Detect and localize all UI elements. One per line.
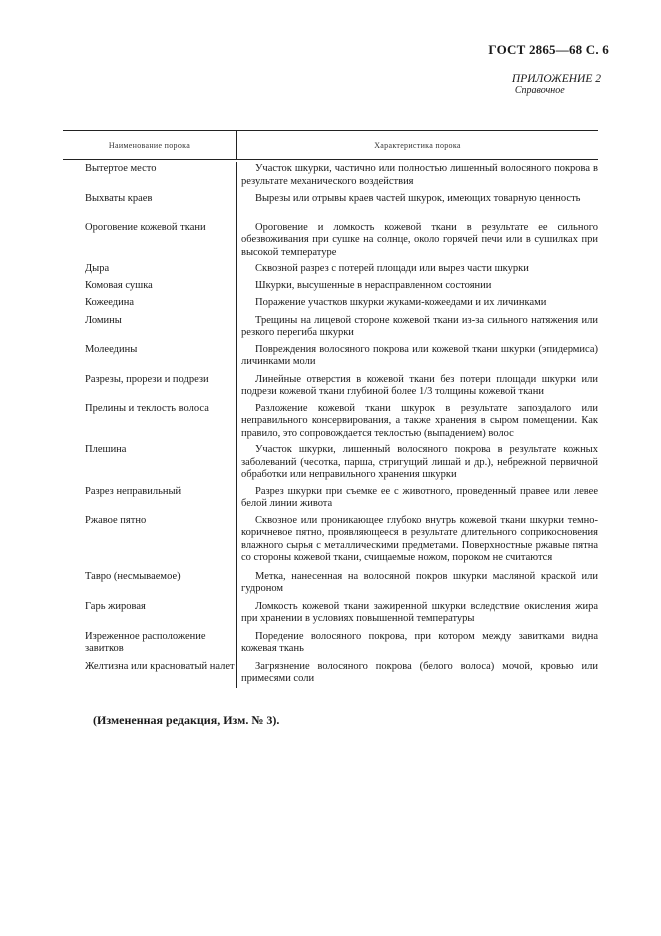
appendix-label — [512, 73, 601, 97]
table-row — [63, 221, 598, 260]
defect-name: Ломины — [85, 314, 122, 326]
defect-description: Трещины на лицевой стороне кожевой ткани из-за сильного натяжения или резкого перегиба шкурки — [241, 314, 598, 338]
defect-description: Повреждения волосяного покрова или кожевой ткани шкурки (эпидермиса) личинками моли — [241, 343, 598, 367]
table-row — [63, 262, 598, 276]
defect-name: Ороговение кожевой ткани — [85, 221, 206, 233]
appendix-subtitle: Справочное — [514, 85, 565, 96]
defects-table — [63, 130, 598, 688]
defect-description: Участок шкурки, лишенный волосяного покрова в результате кожных заболеваний (чесотка, парша, стригущий лишай и др.), небрежной первичной обработки или неправильного хранения шкурки — [241, 444, 598, 480]
defect-name: Молеедины — [85, 343, 138, 355]
defect-name: Выхваты краев — [85, 193, 153, 204]
defect-name: Изреженное расположение завитков — [85, 630, 206, 654]
defect-description: Метка, нанесенная на волосяной покров шкурки масляной краской или гудроном — [241, 570, 598, 594]
defect-name: Разрезы, прорези и подрези — [85, 373, 209, 385]
defect-name: Плешина — [85, 444, 127, 455]
column-header-name: Наименование порока — [63, 131, 237, 159]
defect-name: Желтизна или красноватый налет — [85, 660, 235, 672]
appendix-title: ПРИЛОЖЕНИЕ 2 — [511, 73, 601, 85]
defect-name: Ржавое пятно — [85, 514, 147, 526]
defect-name: Тавро (несмываемое) — [85, 570, 181, 582]
table-row — [63, 314, 598, 340]
defect-description: Участок шкурки, частично или полностью лишенный волосяного покрова в результате механического воздействия — [241, 163, 598, 187]
page-header: ГОСТ 2865—68 С. 6 — [488, 42, 609, 57]
table-header — [63, 131, 598, 160]
defect-description: Ломкость кожевой ткани зажиренной шкурки вследствие окисления жира при хранении в условиях повышенной температуры — [241, 600, 598, 624]
table-row — [63, 514, 598, 565]
defect-name: Прелины и теклость волоса — [85, 402, 209, 414]
table-row — [63, 485, 598, 511]
defect-description: Вырезы или отрывы краев частей шкурок, имеющих товарную ценность — [255, 193, 581, 204]
defect-description: Разложение кожевой ткани шкурок в результате запоздалого или неправильного консервирования, а также хранения в сыром помещении. Как правило, это сопровождается теклостью (выпадением) волос — [241, 402, 598, 439]
defect-description: Ороговение и ломкость кожевой ткани в результате ее сильного обезвоживания при сушке на солнце, около горячей печи или в сушилках при высокой температуре — [241, 221, 598, 258]
table-row — [63, 296, 598, 310]
defect-description: Разрез шкурки при съемке ее с животного, проведенный правее или левее белой линии живота — [241, 485, 598, 509]
amendment-note: (Измененная редакция, Изм. № 3). — [93, 713, 280, 727]
table-row — [63, 600, 598, 626]
table-row — [63, 570, 598, 596]
table-row — [63, 402, 598, 441]
defect-description: Сквозное или проникающее глубоко внутрь кожевой ткани шкурки темно-коричневое пятно, проявляющееся в результате длительного соприкосновения влажного сырья с металлическими предметами. Поверхностные ржавые пятна со стороны кожевой ткани, счищаемые ножом, пороком не считаются — [241, 514, 598, 563]
table-row — [63, 660, 598, 686]
column-header-description: Характеристика порока — [374, 140, 461, 150]
defect-description: Загрязнение волосяного покрова (белого волоса) мочой, кровью или примесями соли — [241, 660, 598, 684]
table-row — [63, 630, 598, 656]
table-row — [63, 443, 598, 482]
defect-name: Разрез неправильный — [85, 485, 182, 497]
defect-name: Комовая сушка — [85, 279, 153, 291]
defect-name: Кожеедина — [85, 297, 135, 308]
defect-name: Гарь жировая — [85, 600, 146, 612]
table-body — [63, 162, 598, 688]
defect-name: Дыра — [85, 263, 110, 274]
defect-description: Линейные отверстия в кожевой ткани без потери площади шкурки или подрези кожевой ткани глубиной более 1/3 толщины кожевой ткани — [241, 373, 598, 397]
table-row — [63, 162, 598, 188]
table-row — [63, 343, 598, 369]
table-row — [63, 373, 598, 399]
defect-description: Шкурки, высушенные в нерасправленном состоянии — [255, 279, 492, 291]
defect-name: Вытертое место — [85, 163, 157, 174]
defect-description: Поредение волосяного покрова, при котором между завитками видна кожевая ткань — [241, 630, 598, 654]
table-row — [63, 192, 598, 206]
defect-description: Поражение участков шкурки жуками-кожеедами и их личинками — [255, 297, 547, 308]
table-row — [63, 279, 598, 293]
defect-description: Сквозной разрез с потерей площади или вырез части шкурки — [255, 263, 529, 274]
